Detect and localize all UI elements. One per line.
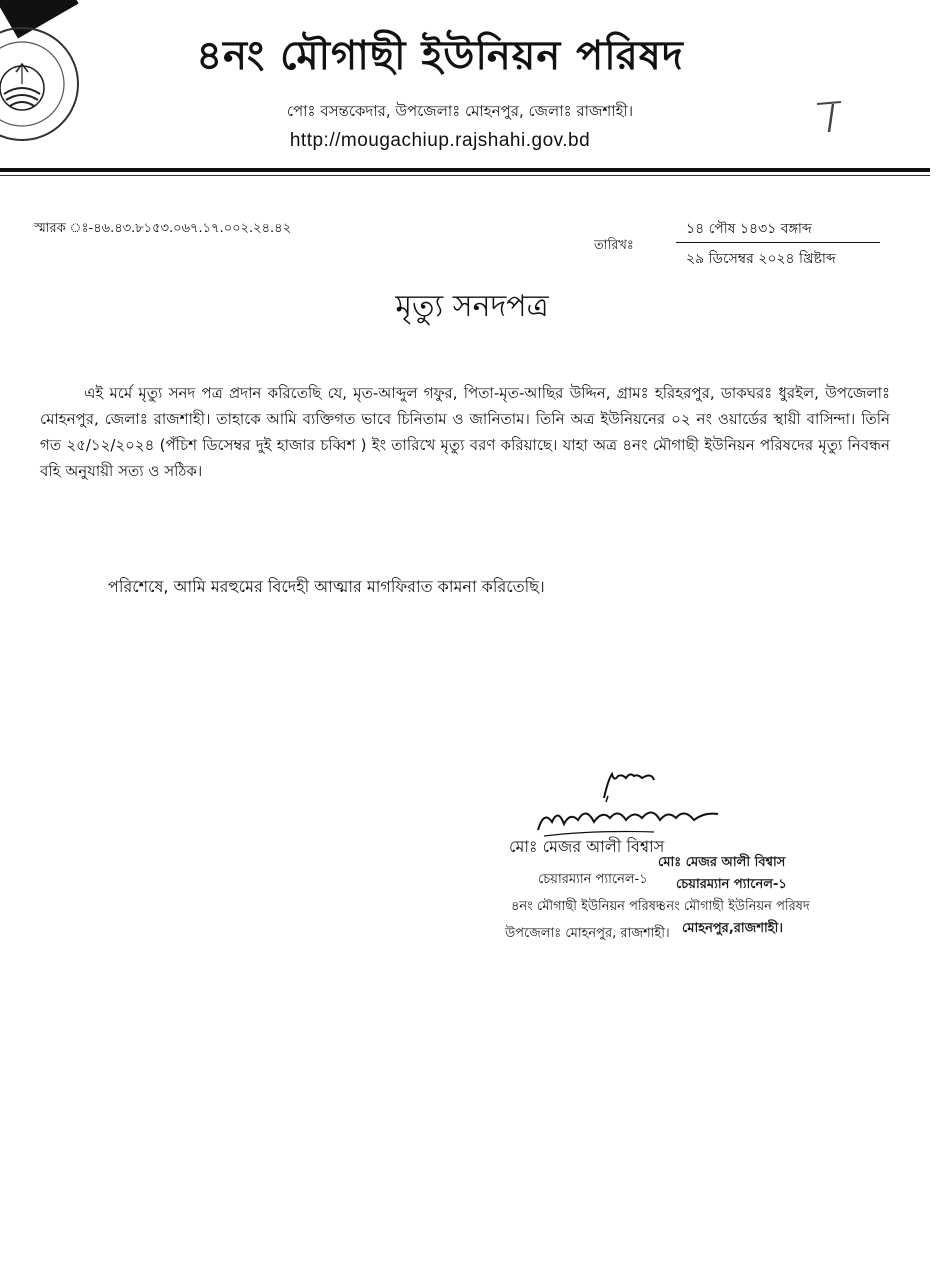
date-label: তারিখঃ — [594, 238, 634, 253]
signer-address: উপজেলাঃ মোহনপুর, রাজশাহী। — [505, 926, 670, 941]
certificate-body: এই মর্মে মৃত্যু সনদ পত্র প্রদান করিতেছি যে, মৃত-আব্দুল গফুর, পিতা-মৃত-আছির উদ্দিন, গ্রামঃ হরিহরপুর, ডাকঘরঃ ধুরইল, উপজেলাঃ মোহনপুর, জেলাঃ রাজশাহী। তাহাকে আমি ব্যক্তিগত ভাবে চিনিতাম ও জানিতাম। তিনি অত্র ইউনিয়নের ০২ নং ওয়ার্ডের স্থায়ী বাসিন্দা। তিনি গত ২৫/১২/২০২৪ (পঁচিশ ডিসেম্বর দুই হাজার চব্বিশ ) ইং তারিখে মৃত্যু বরণ করিয়াছে। যাহা অত্র ৪নং মৌগাছী ইউনিয়ন পরিষদের মৃত্যু নিবন্ধন বহি অনুযায়ী সত্য ও সঠিক। — [40, 384, 890, 480]
union-website-link[interactable]: http://mougachiup.rajshahi.gov.bd — [289, 130, 591, 151]
stray-pen-mark — [815, 98, 845, 138]
stamp-location: মোহনপুর,রাজশাহী। — [682, 921, 783, 936]
union-name-heading: ৪নং মৌগাছী ইউনিয়ন পরিষদ — [196, 32, 684, 79]
handwritten-signature — [534, 760, 734, 840]
union-seal-logo — [0, 18, 92, 146]
date-gregorian: ২৯ ডিসেম্বর ২০২৪ খ্রিষ্টাব্দ — [686, 251, 836, 267]
header-divider — [0, 168, 930, 172]
stamp-organization: ৪নং মৌগাছী ইউনিয়ন পরিষদ — [658, 899, 810, 914]
signer-role: চেয়ারম্যান প্যানেল-১ — [538, 872, 648, 887]
memo-number: স্মারক ঃ-৪৬.৪৩.৮১৫৩.০৬৭.১৭.০০২.২৪.৪২ — [34, 221, 292, 236]
date-divider — [676, 242, 880, 243]
closing-statement: পরিশেষে, আমি মরহুমের বিদেহী আত্মার মাগফিরাত কামনা করিতেছি। — [108, 577, 545, 596]
union-address: পোঃ বসন্তকেদার, উপজেলাঃ মোহনপুর, জেলাঃ রাজশাহী। — [286, 102, 634, 120]
stamp-role: চেয়ারম্যান প্যানেল-১ — [676, 877, 787, 892]
signer-name: মোঃ মেজর আলী বিশ্বাস — [509, 837, 665, 856]
stamp-name: মোঃ মেজর আলী বিশ্বাস — [658, 855, 786, 870]
signer-organization: ৪নং মৌগাছী ইউনিয়ন পরিষদ — [511, 899, 663, 914]
header-divider-thin — [0, 175, 930, 176]
date-bangla: ১৪ পৌষ ১৪৩১ বঙ্গাব্দ — [686, 221, 812, 237]
official-stamp — [658, 852, 848, 940]
document-title: মৃত্যু সনদপত্র — [395, 289, 549, 324]
